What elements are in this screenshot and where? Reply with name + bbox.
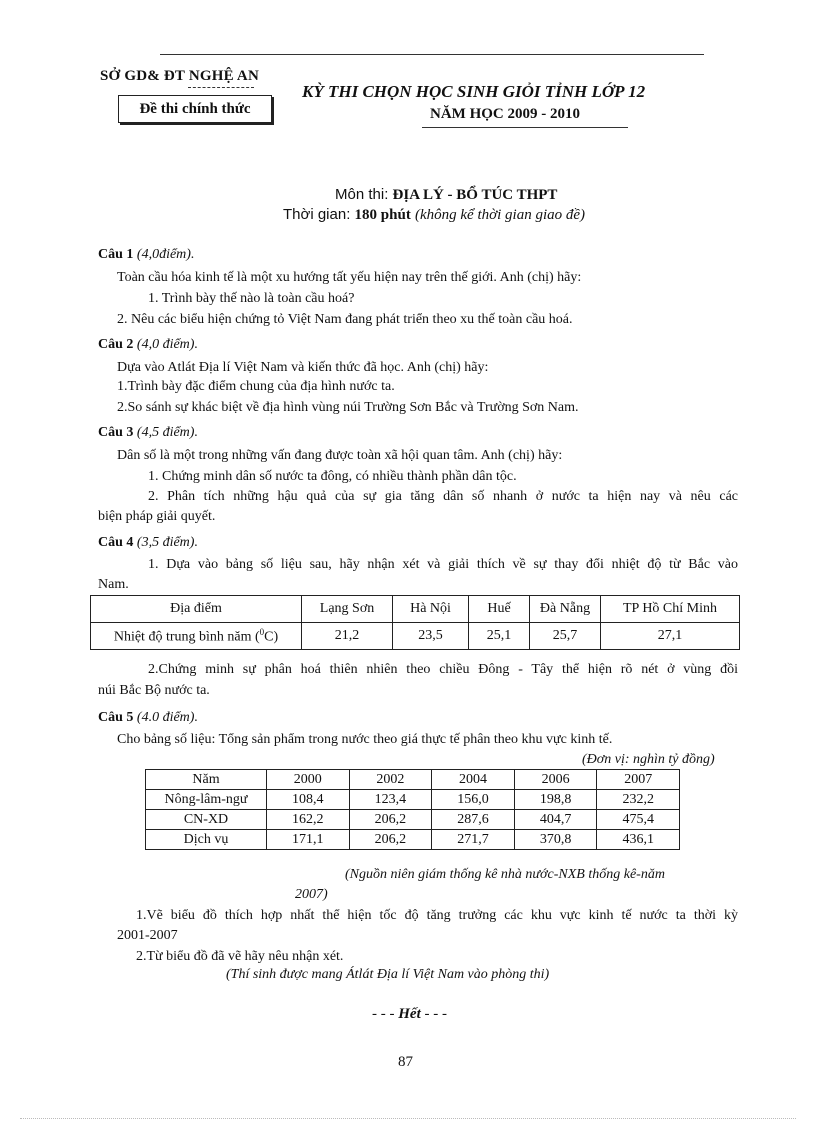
degree-superscript: 0: [259, 626, 265, 637]
table-row-label: Nông-lâm-ngư: [146, 790, 267, 810]
table-cell: 271,7: [432, 830, 515, 850]
question-4-label: Câu 4: [98, 535, 134, 550]
top-rule: [160, 54, 704, 55]
candidate-note: (Thí sinh được mang Átlát Địa lí Việt Nam vào phòng thi): [226, 967, 550, 982]
subject-name: ĐỊA LÝ - BỔ TÚC THPT: [392, 187, 558, 203]
temperature-table-row: [91, 623, 740, 650]
question-5-points: (4.0 điểm).: [136, 710, 198, 725]
question-3-item-2-line-1: 2. Phân tích những hậu quả của sự gia tăng dân số nhanh ở nước ta hiện nay và nêu các: [148, 489, 738, 504]
gdp-table-row: [146, 830, 680, 850]
question-3-points: (4,5 điểm).: [136, 425, 198, 440]
question-1-points: (4,0điểm).: [136, 247, 195, 262]
table-cell: 404,7: [514, 810, 597, 830]
table-header-cell: 2006: [514, 770, 597, 790]
table-header-cell: Huế: [469, 596, 530, 623]
temperature-table: [90, 595, 740, 650]
question-2-label: Câu 2: [98, 337, 134, 352]
table-cell: 156,0: [432, 790, 515, 810]
question-2-item-1: 1.Trình bày đặc điểm chung của địa hình nước ta.: [117, 379, 395, 394]
question-4-heading: [98, 535, 198, 551]
table-row-label: Dịch vụ: [146, 830, 267, 850]
footer-dotted-line: [20, 1118, 796, 1119]
time-prefix: Thời gian:: [283, 206, 351, 223]
data-source-line-1: (Nguồn niên giám thống kê nhà nước-NXB thống kê-năm: [345, 867, 665, 882]
row-label-text: Nhiệt độ trung bình năm (: [113, 629, 260, 645]
table-row-label: CN-XD: [146, 810, 267, 830]
table-cell: 162,2: [267, 810, 350, 830]
gdp-table-header-row: [146, 770, 680, 790]
table-cell: 206,2: [349, 830, 432, 850]
table-cell: 232,2: [597, 790, 680, 810]
question-4-item-2-line-2: núi Bắc Bộ nước ta.: [98, 683, 210, 698]
subject-line: [335, 186, 557, 204]
table-header-cell: 2007: [597, 770, 680, 790]
question-5-label: Câu 5: [98, 710, 134, 725]
table-row-label: [91, 623, 302, 650]
table-cell: 370,8: [514, 830, 597, 850]
question-2-points: (4,0 điểm).: [136, 337, 198, 352]
data-source-line-2: 2007): [295, 887, 328, 902]
table-cell: 27,1: [601, 623, 740, 650]
table-header-cell: Địa điểm: [91, 596, 302, 623]
table-cell: 436,1: [597, 830, 680, 850]
table-cell: 25,7: [530, 623, 601, 650]
question-1-heading: [98, 247, 194, 263]
question-1-item-2: 2. Nêu các biểu hiện chứng tỏ Việt Nam đang phát triển theo xu thế toàn cầu hoá.: [117, 312, 573, 327]
table-cell: 171,1: [267, 830, 350, 850]
school-year: NĂM HỌC 2009 - 2010: [430, 106, 580, 122]
question-3-label: Câu 3: [98, 425, 134, 440]
table-cell: 23,5: [393, 623, 469, 650]
table-cell: 206,2: [349, 810, 432, 830]
table-cell: 21,2: [302, 623, 393, 650]
gdp-table-row: [146, 810, 680, 830]
question-5-intro: Cho bảng số liệu: Tổng sản phẩm trong nước theo giá thực tế phân theo khu vực kinh tế.: [117, 732, 613, 747]
question-1-intro: Toàn cầu hóa kinh tế là một xu hướng tất yếu hiện nay trên thế giới. Anh (chị) hãy:: [117, 270, 582, 285]
table-header-cell: 2000: [267, 770, 350, 790]
question-4-item-1-line-1: 1. Dựa vào bảng số liệu sau, hãy nhận xét và giải thích về sự thay đổi nhiệt độ từ Bắc vào: [148, 557, 738, 572]
row-label-unit: C): [264, 629, 279, 645]
table-header-cell: 2002: [349, 770, 432, 790]
time-note: (không kể thời gian giao đề): [415, 207, 586, 223]
table-header-cell: Lạng Sơn: [302, 596, 393, 623]
question-1-label: Câu 1: [98, 247, 134, 262]
time-value: 180 phút: [354, 207, 411, 223]
question-5-item-1-line-1: 1.Vẽ biểu đồ thích hợp nhất thể hiện tốc độ tăng trưởng các khu vực kinh tế nước ta thời kỳ: [136, 908, 738, 923]
question-5-item-1-line-2: 2001-2007: [117, 928, 178, 943]
table-header-cell: Năm: [146, 770, 267, 790]
question-3-item-2-line-2: biện pháp giải quyết.: [98, 509, 216, 524]
exam-title: KỲ THI CHỌN HỌC SINH GIỎI TỈNH LỚP 12: [302, 82, 646, 101]
end-marker: [372, 1005, 447, 1023]
table-cell: 198,8: [514, 790, 597, 810]
department-name: SỞ GD& ĐT NGHỆ AN: [100, 68, 259, 84]
table-header-cell: Đà Nẵng: [530, 596, 601, 623]
question-4-points: (3,5 điểm).: [136, 535, 198, 550]
question-3-heading: [98, 425, 198, 441]
question-4-item-1-line-2: Nam.: [98, 577, 129, 592]
table-header-cell: 2004: [432, 770, 515, 790]
temperature-table-header-row: [91, 596, 740, 623]
table-cell: 25,1: [469, 623, 530, 650]
table-cell: 108,4: [267, 790, 350, 810]
question-3-intro: Dân số là một trong những vấn đang được toàn xã hội quan tâm. Anh (chị) hãy:: [117, 448, 563, 463]
gdp-table: [145, 769, 680, 850]
table-header-cell: TP Hồ Chí Minh: [601, 596, 740, 623]
table-header-cell: Hà Nội: [393, 596, 469, 623]
page-number: 87: [398, 1054, 413, 1070]
time-line: [283, 206, 585, 224]
question-4-item-2-line-1: 2.Chứng minh sự phân hoá thiên nhiên theo chiều Đông - Tây thể hiện rõ nét ở vùng đồi: [148, 662, 738, 677]
table-cell: 287,6: [432, 810, 515, 830]
table-cell: 475,4: [597, 810, 680, 830]
department-underline: [188, 87, 254, 88]
question-1-item-1: 1. Trình bày thế nào là toàn cầu hoá?: [148, 291, 355, 306]
official-exam-box: Đề thi chính thức: [118, 95, 272, 123]
gdp-table-row: [146, 790, 680, 810]
question-5-item-2: 2.Từ biểu đồ đã vẽ hãy nêu nhận xét.: [136, 949, 344, 964]
end-dashes-left: - - -: [372, 1006, 395, 1022]
question-2-intro: Dựa vào Atlát Địa lí Việt Nam và kiến thức đã học. Anh (chị) hãy:: [117, 360, 489, 375]
question-5-heading: [98, 710, 198, 726]
question-2-heading: [98, 337, 198, 353]
table-cell: 123,4: [349, 790, 432, 810]
end-dashes-right: - - -: [424, 1006, 447, 1022]
end-word: Hết: [398, 1006, 421, 1022]
school-year-underline: [422, 127, 628, 128]
question-3-item-1: 1. Chứng minh dân số nước ta đông, có nhiều thành phần dân tộc.: [148, 469, 517, 484]
question-5-unit: (Đơn vị: nghìn tỷ đồng): [582, 752, 715, 767]
subject-prefix: Môn thi:: [335, 186, 389, 203]
question-2-item-2: 2.So sánh sự khác biệt về địa hình vùng núi Trường Sơn Bắc và Trường Sơn Nam.: [117, 400, 579, 415]
